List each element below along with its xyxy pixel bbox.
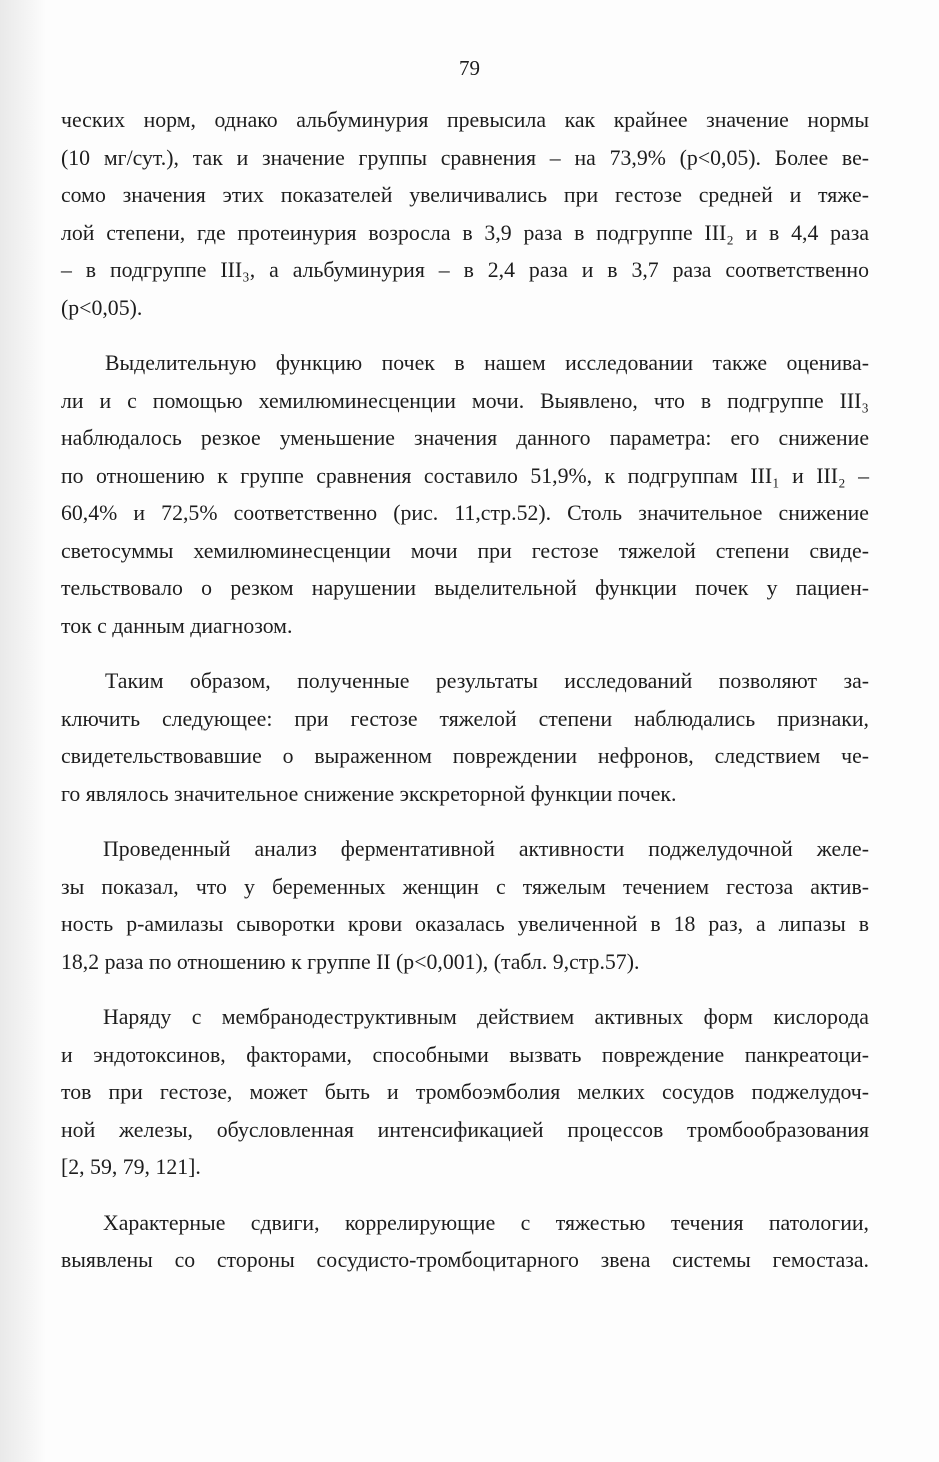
scan-shadow-edge — [0, 0, 46, 1462]
text-line: наблюдалось резкое уменьшение значения данного параметра: его снижение — [61, 426, 869, 450]
text-line: тельствовало о резком нарушении выделительной функции почек у пациен- — [61, 576, 869, 600]
paragraph-6 — [61, 1205, 869, 1280]
text-line: лой степени, где протеинурия возросла в 3,9 раза в подгруппе III₂ и в 4,4 раза — [61, 220, 869, 245]
text-line: ность р-амилазы сыворотки крови оказалась увеличенной в 18 раз, а липазы в — [61, 912, 869, 936]
page-number: 79 — [459, 56, 480, 80]
paragraph-4 — [61, 831, 869, 981]
text-line: Характерные сдвиги, коррелирующие с тяжестью течения патологии, — [103, 1210, 869, 1235]
text-line: 60,4% и 72,5% соответственно (рис. 11,стр.52). Столь значительное снижение — [61, 501, 869, 525]
paragraph-1 — [61, 102, 869, 327]
paragraph-3 — [61, 663, 869, 813]
text-line: светосуммы хемилюминесценции мочи при гестозе тяжелой степени свиде- — [61, 538, 869, 563]
text-line: ной железы, обусловленная интенсификацией процессов тромбообразования — [61, 1117, 869, 1142]
text-line: [2, 59, 79, 121]. — [61, 1155, 201, 1179]
text-line: ли и с помощью хемилюминесценции мочи. Выявлено, что в подгруппе III₃ — [61, 388, 869, 413]
text-line: и эндотоксинов, факторами, способными вызвать повреждение панкреатоци- — [61, 1042, 869, 1067]
text-line: Таким образом, полученные результаты исследований позволяют за- — [105, 669, 869, 693]
text-line: зы показал, что у беременных женщин с тяжелым течением гестоза актив- — [61, 874, 869, 899]
text-line: свидетельствовавшие о выраженном повреждении нефронов, следствием че- — [61, 744, 869, 768]
text-line: Выделительную функцию почек в нашем исследовании также оценива- — [105, 351, 869, 375]
text-line: Проведенный анализ ферментативной активности поджелудочной желе- — [103, 837, 869, 861]
text-line: (10 мг/сут.), так и значение группы сравнения – на 73,9% (p<0,05). Более ве- — [61, 145, 869, 170]
text-line: по отношению к группе сравнения составило 51,9%, к подгруппам III₁ и III₂ – — [61, 463, 869, 488]
text-line: го являлось значительное снижение экскреторной функции почек. — [61, 781, 677, 806]
text-line: тов при гестозе, может быть и тромбоэмболия мелких сосудов поджелудоч- — [61, 1080, 869, 1104]
text-line: 18,2 раза по отношению к группе II (p<0,001), (табл. 9,стр.57). — [61, 949, 640, 974]
text-line: ключить следующее: при гестозе тяжелой степени наблюдались признаки, — [61, 706, 869, 731]
text-line: – в подгруппе III₃, а альбуминурия – в 2,4 раза и в 3,7 раза соответственно — [61, 258, 869, 282]
paragraph-2 — [61, 345, 869, 645]
text-line: ток с данным диагнозом. — [61, 613, 293, 638]
text-line: (p<0,05). — [61, 295, 143, 320]
body-text — [61, 102, 869, 1280]
paragraph-5 — [61, 999, 869, 1187]
text-line: Наряду с мембранодеструктивным действием активных форм кислорода — [103, 1005, 869, 1029]
text-line: ческих норм, однако альбуминурия превысила как крайнее значение нормы — [61, 108, 869, 132]
text-line: выявлены со стороны сосудисто-тромбоцитарного звена системы гемостаза. — [61, 1248, 869, 1272]
text-line: сомо значения этих показателей увеличивались при гестозе средней и тяже- — [61, 183, 869, 207]
